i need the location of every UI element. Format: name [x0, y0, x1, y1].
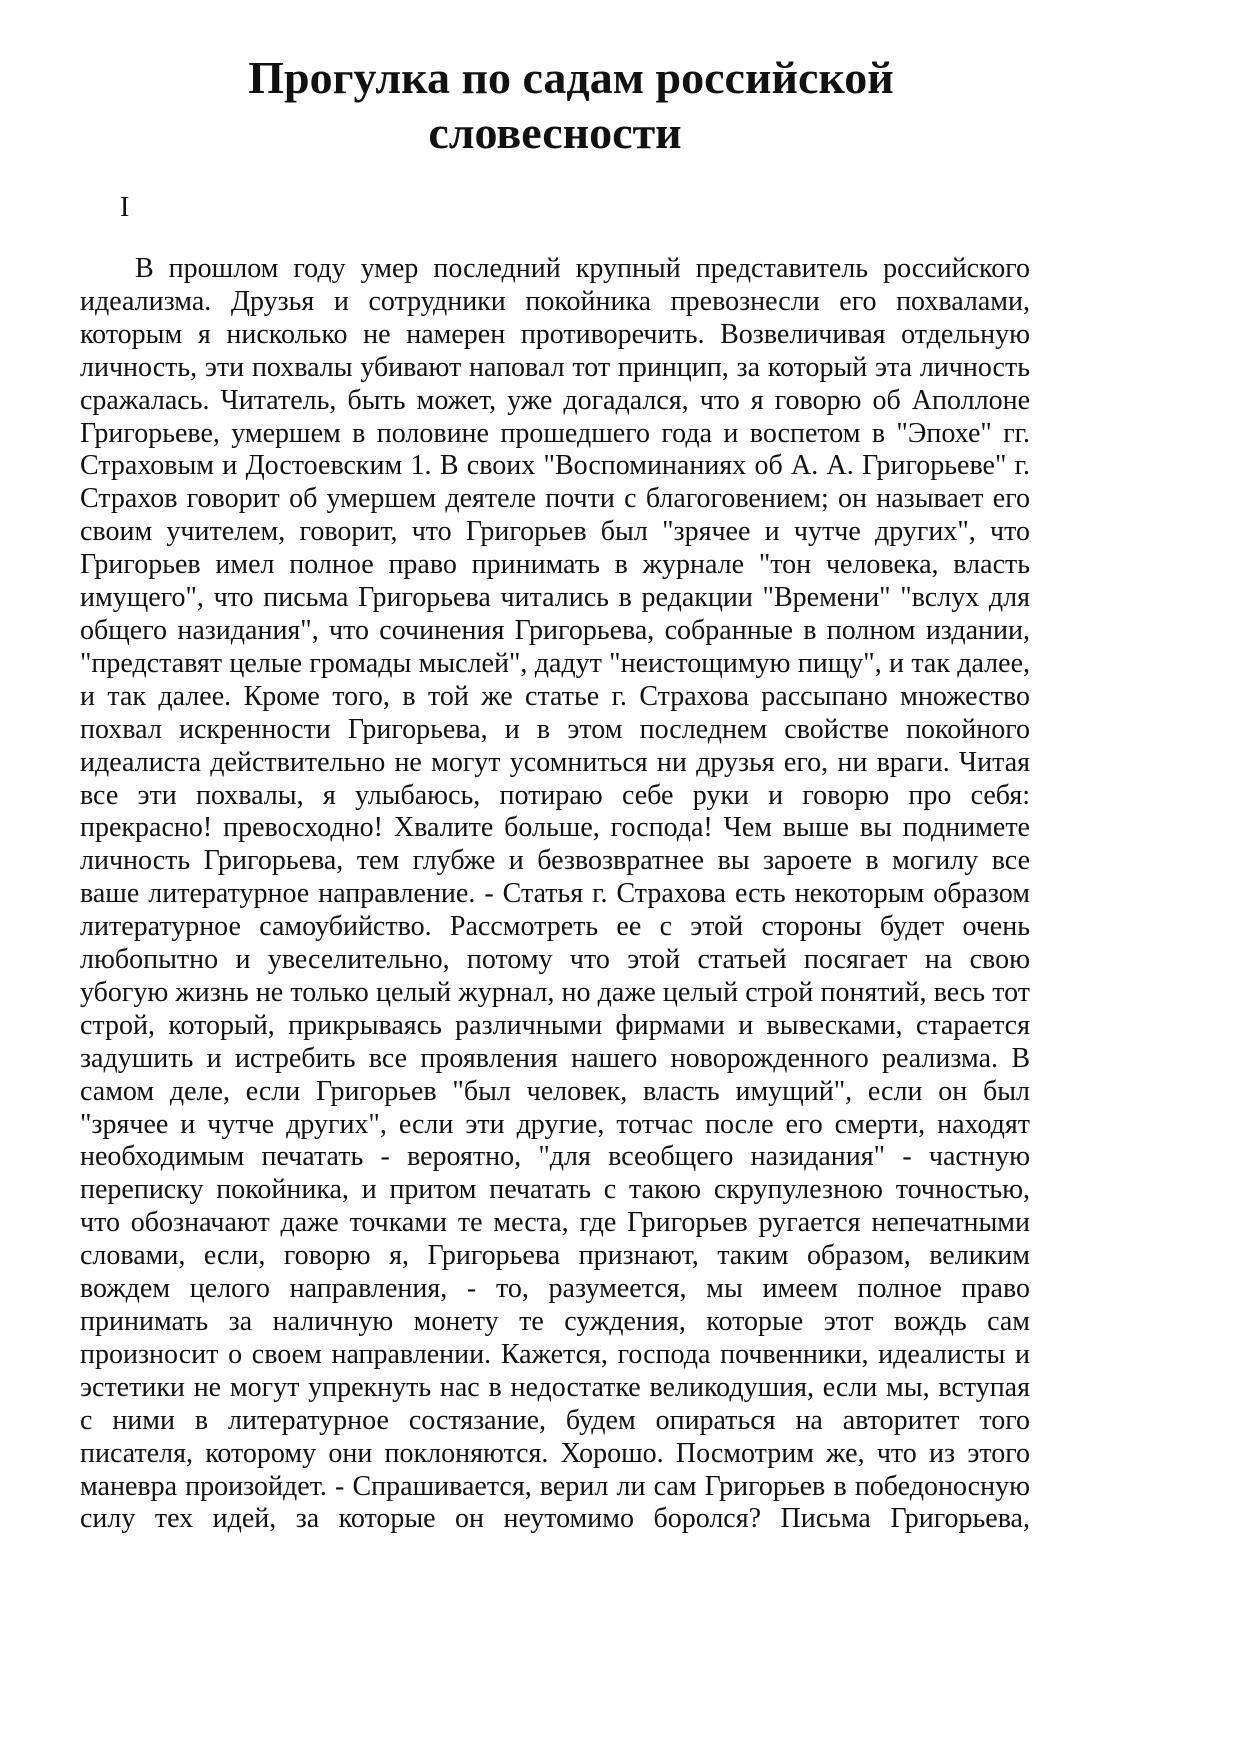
paragraph-line: писателя, которому они поклоняются. Хорошо. Посмотрим же, что из этого [80, 1437, 1030, 1469]
paragraph-line: вождем целого направления, - то, разумеется, мы имеем полное право [80, 1273, 1030, 1305]
paragraph-line: маневра произойдет. - Спрашивается, верил ли сам Григорьев в победоносную [80, 1470, 1030, 1502]
paragraph-line: Страховым и Достоевским 1. В своих "Воспоминаниях об А. А. Григорьеве" г. [80, 450, 1030, 482]
document-title-line: словесности [428, 107, 682, 158]
body-paragraph [80, 253, 1030, 1536]
paragraph-line: задушить и истребить все проявления нашего новорожденного реализма. В [80, 1042, 1030, 1074]
paragraph-line: самом деле, если Григорьев "был человек, власть имущий", если он был [80, 1075, 1030, 1107]
paragraph-line: переписку покойника, и притом печатать с такою скрупулезною точностью, [80, 1174, 1030, 1206]
paragraph-line: принимать за наличную монету те суждения, которые этот вождь сам [80, 1306, 1030, 1337]
paragraph-line: силу тех идей, за которые он неутомимо боролся? Письма Григорьева, [80, 1503, 1030, 1535]
paragraph-line: идеалиста действительно не могут усомниться ни друзья его, ни враги. Читая [80, 746, 1030, 778]
paragraph-line: прекрасно! превосходно! Хвалите больше, господа! Чем выше вы поднимете [80, 812, 1030, 844]
paragraph-line: личность, эти похвалы убивают наповал тот принцип, за который эта личность [80, 351, 1030, 383]
section-number: I [120, 192, 130, 223]
paragraph-line: эстетики не могут упрекнуть нас в недостатке великодушия, если мы, вступая [80, 1371, 1030, 1403]
document-title [80, 50, 1030, 160]
paragraph-line: убогую жизнь не только целый журнал, но даже целый строй понятий, весь тот [80, 976, 1030, 1008]
paragraph-line: идеализма. Друзья и сотрудники покойника превознесли его похвалами, [80, 285, 1030, 317]
paragraph-line: сражалась. Читатель, быть может, уже догадался, что я говорю об Аполлоне [80, 384, 1030, 416]
paragraph-line: строй, который, прикрываясь различными фирмами и вывесками, старается [80, 1009, 1030, 1041]
paragraph-line: имущего", что письма Григорьева читались в редакции "Времени" "вслух для [80, 582, 1030, 614]
paragraph-line: которым я нисколько не намерен противоречить. Возвеличивая отдельную [80, 318, 1030, 350]
paragraph-line: Страхов говорит об умершем деятеле почти с благоговением; он называет его [80, 483, 1030, 515]
paragraph-line: похвал искренности Григорьева, и в этом последнем свойстве покойного [80, 713, 1030, 745]
paragraph-line: личность Григорьева, тем глубже и безвозвратнее вы зароете в могилу все [80, 845, 1030, 877]
paragraph-line: словами, если, говорю я, Григорьева признают, таким образом, великим [80, 1240, 1030, 1272]
paragraph-line: все эти похвалы, я улыбаюсь, потираю себе руки и говорю про себя: [80, 779, 1030, 811]
paragraph-line: ваше литературное направление. - Статья г. Страхова есть некоторым образом [80, 878, 1030, 910]
paragraph-line: "представят целые громады мыслей", дадут "неистощимую пищу", и так далее, [80, 647, 1030, 679]
paragraph-line: с ними в литературное состязание, будем опираться на авторитет того [80, 1404, 1030, 1436]
paragraph-line: необходимым печатать - вероятно, "для всеобщего назидания" - частную [80, 1141, 1030, 1173]
document-title-line: Прогулка по садам российской [248, 52, 894, 103]
paragraph-line: В прошлом году умер последний крупный представитель российского [135, 253, 1030, 284]
paragraph-line: Григорьеве, умершем в половине прошедшего года и воспетом в "Эпохе" гг. [80, 417, 1030, 449]
paragraph-line: литературное самоубийство. Рассмотреть ее с этой стороны будет очень [80, 911, 1030, 943]
paragraph-line: своим учителем, говорит, что Григорьев был "зрячее и чутче других", что [80, 516, 1030, 548]
paragraph-line: любопытно и увеселительно, потому что этой статьей посягает на свою [80, 944, 1030, 976]
paragraph-line: что обозначают даже точками те места, где Григорьев ругается непечатными [80, 1207, 1030, 1239]
paragraph-line: общего назидания", что сочинения Григорьева, собранные в полном издании, [80, 614, 1030, 646]
paragraph-line: Григорьев имел полное право принимать в журнале "тон человека, власть [80, 549, 1030, 581]
paragraph-line: произносит о своем направлении. Кажется, господа почвенники, идеалисты и [80, 1338, 1030, 1370]
paragraph-line: "зрячее и чутче других", если эти другие, тотчас после его смерти, находят [80, 1108, 1030, 1140]
paragraph-line: и так далее. Кроме того, в той же статье г. Страхова рассыпано множество [80, 680, 1030, 712]
